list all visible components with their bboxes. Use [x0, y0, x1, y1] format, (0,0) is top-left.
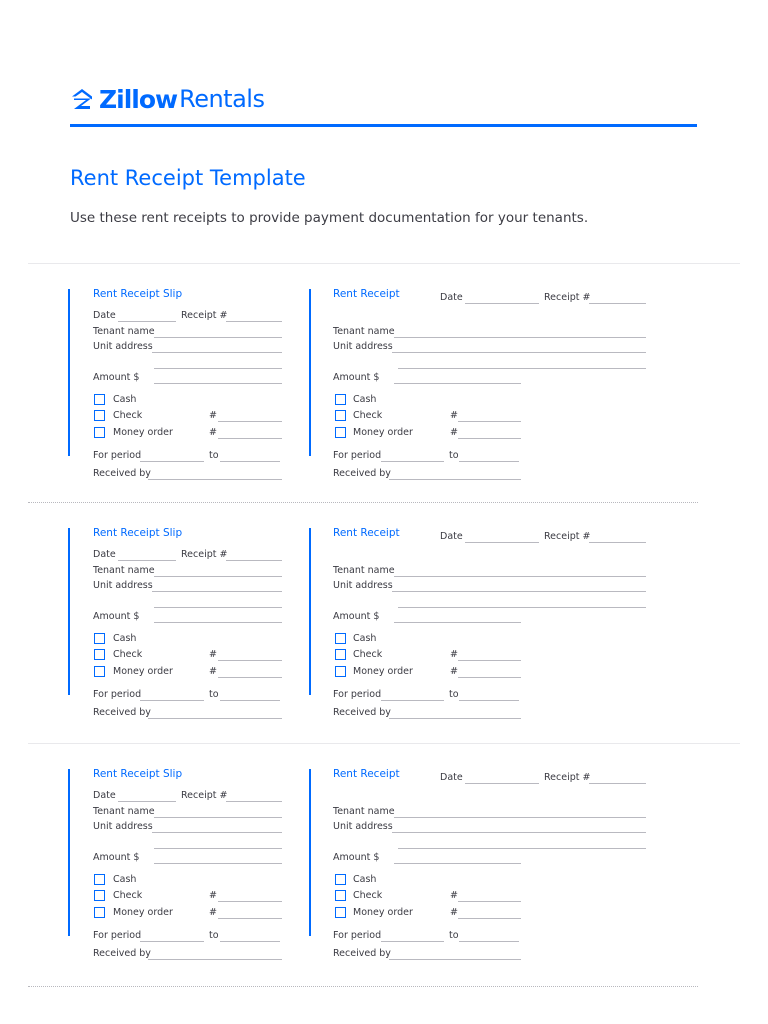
receipt-money-order-label: Money order [353, 666, 413, 677]
slip-check-number-field[interactable] [218, 660, 282, 661]
slip-receipt-field[interactable] [226, 801, 282, 802]
zillow-z-icon [70, 87, 94, 111]
slip-received-field[interactable] [148, 479, 282, 480]
slip-date-label: Date [93, 549, 116, 560]
receipt-number-field[interactable] [589, 303, 646, 304]
slip-accent-bar [68, 769, 70, 936]
receipt-period-label: For period [333, 930, 382, 941]
receipt-accent-bar [309, 289, 311, 456]
slip-money-order-checkbox[interactable] [94, 427, 105, 438]
slip-cash-label: Cash [113, 394, 137, 405]
receipt-amount-label: Amount $ [333, 611, 380, 622]
receipt-received-label: Received by [333, 707, 391, 718]
slip-tenant-label: Tenant name [93, 326, 155, 337]
slip-check-label: Check [113, 649, 143, 660]
slip-receipt-field[interactable] [226, 321, 282, 322]
receipt-check-checkbox[interactable] [335, 649, 346, 660]
slip-receipt-label: Receipt # [181, 310, 228, 321]
receipt-period-label: For period [333, 450, 382, 461]
separator [28, 263, 740, 264]
receipt-row [0, 506, 768, 718]
slip-money-order-number-field[interactable] [218, 677, 282, 678]
slip-to-label: to [209, 930, 219, 941]
page-subtitle: Use these rent receipts to provide payment documentation for your tenants. [70, 210, 589, 226]
separator [28, 743, 740, 744]
receipt-row [0, 747, 768, 959]
receipt-address-field[interactable] [392, 591, 646, 592]
slip-money-order-number-field[interactable] [218, 438, 282, 439]
slip-period-label: For period [93, 450, 142, 461]
receipt-address-field[interactable] [392, 352, 646, 353]
receipt-cash-label: Cash [353, 394, 377, 405]
page-title: Rent Receipt Template [70, 166, 306, 190]
slip-check-checkbox[interactable] [94, 410, 105, 421]
brand-name: Zillow [99, 84, 178, 114]
slip-money-order-label: Money order [113, 427, 173, 438]
receipt-money-order-number-label: # [450, 907, 458, 918]
slip-accent-bar [68, 289, 70, 456]
receipt-title: Rent Receipt [333, 768, 400, 780]
slip-check-number-label: # [209, 890, 217, 901]
receipt-accent-bar [309, 769, 311, 936]
slip-tenant-field[interactable] [154, 337, 282, 338]
receipt-cash-checkbox[interactable] [335, 633, 346, 644]
receipt-accent-bar [309, 528, 311, 695]
slip-receipt-label: Receipt # [181, 790, 228, 801]
receipt-number-label: Receipt # [544, 292, 591, 303]
receipt-period-from-field[interactable] [381, 941, 444, 942]
receipt-row [0, 267, 768, 479]
receipt-address-field-2[interactable] [398, 368, 646, 369]
receipt-to-label: to [449, 450, 459, 461]
slip-check-number-field[interactable] [218, 901, 282, 902]
receipt-date-label: Date [440, 531, 463, 542]
slip-period-from-field[interactable] [140, 700, 204, 701]
slip-check-label: Check [113, 890, 143, 901]
receipt-check-number-field[interactable] [458, 660, 521, 661]
receipt-number-label: Receipt # [544, 531, 591, 542]
slip-accent-bar [68, 528, 70, 695]
receipt-cash-checkbox[interactable] [335, 394, 346, 405]
receipt-date-label: Date [440, 292, 463, 303]
zillow-rentals-logo [70, 84, 264, 114]
receipt-period-from-field[interactable] [381, 461, 444, 462]
slip-amount-field[interactable] [154, 383, 282, 384]
slip-address-label: Unit address [93, 341, 153, 352]
slip-receipt-label: Receipt # [181, 549, 228, 560]
receipt-received-field[interactable] [389, 718, 521, 719]
slip-cash-checkbox[interactable] [94, 874, 105, 885]
slip-receipt-field[interactable] [226, 560, 282, 561]
slip-money-order-number-label: # [209, 907, 217, 918]
receipt-money-order-label: Money order [353, 907, 413, 918]
slip-check-checkbox[interactable] [94, 649, 105, 660]
slip-tenant-label: Tenant name [93, 565, 155, 576]
slip-period-from-field[interactable] [140, 941, 204, 942]
receipt-money-order-number-label: # [450, 427, 458, 438]
slip-title: Rent Receipt Slip [93, 527, 183, 539]
slip-date-field[interactable] [118, 560, 176, 561]
receipt-amount-label: Amount $ [333, 852, 380, 863]
receipt-address-label: Unit address [333, 341, 393, 352]
receipt-cash-label: Cash [353, 874, 377, 885]
receipt-check-label: Check [353, 410, 383, 421]
slip-received-field[interactable] [148, 959, 282, 960]
slip-money-order-number-label: # [209, 427, 217, 438]
receipt-money-order-number-field[interactable] [458, 438, 521, 439]
slip-address-label: Unit address [93, 580, 153, 591]
slip-cash-checkbox[interactable] [94, 394, 105, 405]
receipt-address-field-2[interactable] [398, 607, 646, 608]
receipt-money-order-checkbox[interactable] [335, 666, 346, 677]
slip-period-label: For period [93, 689, 142, 700]
receipt-money-order-label: Money order [353, 427, 413, 438]
header-rule [70, 124, 697, 127]
receipt-check-number-label: # [450, 410, 458, 421]
slip-amount-field[interactable] [154, 863, 282, 864]
receipt-money-order-checkbox[interactable] [335, 907, 346, 918]
slip-money-order-checkbox[interactable] [94, 666, 105, 677]
slip-address-field[interactable] [152, 352, 282, 353]
receipt-address-field[interactable] [392, 832, 646, 833]
receipt-amount-field[interactable] [394, 622, 521, 623]
receipt-period-from-field[interactable] [381, 700, 444, 701]
slip-tenant-field[interactable] [154, 576, 282, 577]
receipt-received-label: Received by [333, 468, 391, 479]
slip-to-label: to [209, 450, 219, 461]
slip-check-number-label: # [209, 649, 217, 660]
receipt-check-label: Check [353, 890, 383, 901]
slip-received-field[interactable] [148, 718, 282, 719]
receipt-address-field-2[interactable] [398, 848, 646, 849]
receipt-check-checkbox[interactable] [335, 410, 346, 421]
receipt-money-order-number-field[interactable] [458, 918, 521, 919]
slip-period-from-field[interactable] [140, 461, 204, 462]
receipt-received-field[interactable] [389, 479, 521, 480]
slip-amount-label: Amount $ [93, 852, 140, 863]
receipt-money-order-number-field[interactable] [458, 677, 521, 678]
receipt-title: Rent Receipt [333, 527, 400, 539]
slip-amount-field[interactable] [154, 622, 282, 623]
receipt-check-number-field[interactable] [458, 901, 521, 902]
slip-cash-label: Cash [113, 633, 137, 644]
slip-address-field-2[interactable] [154, 848, 282, 849]
cut-line [28, 986, 698, 987]
slip-received-label: Received by [93, 707, 151, 718]
brand-product: Rentals [179, 85, 265, 113]
receipt-tenant-field[interactable] [394, 337, 646, 338]
cut-line [28, 502, 698, 503]
slip-address-field[interactable] [152, 832, 282, 833]
slip-amount-label: Amount $ [93, 372, 140, 383]
receipt-check-number-label: # [450, 890, 458, 901]
slip-address-label: Unit address [93, 821, 153, 832]
slip-cash-label: Cash [113, 874, 137, 885]
slip-check-label: Check [113, 410, 143, 421]
receipt-check-label: Check [353, 649, 383, 660]
slip-received-label: Received by [93, 468, 151, 479]
receipt-tenant-label: Tenant name [333, 565, 395, 576]
slip-date-label: Date [93, 310, 116, 321]
receipt-date-field[interactable] [465, 542, 539, 543]
slip-check-number-label: # [209, 410, 217, 421]
slip-date-label: Date [93, 790, 116, 801]
receipt-number-field[interactable] [589, 783, 646, 784]
receipt-date-label: Date [440, 772, 463, 783]
slip-address-field[interactable] [152, 591, 282, 592]
receipt-number-field[interactable] [589, 542, 646, 543]
slip-check-checkbox[interactable] [94, 890, 105, 901]
receipt-received-label: Received by [333, 948, 391, 959]
slip-money-order-label: Money order [113, 666, 173, 677]
slip-period-to-field[interactable] [220, 700, 280, 701]
receipt-title: Rent Receipt [333, 288, 400, 300]
receipt-address-label: Unit address [333, 580, 393, 591]
slip-cash-checkbox[interactable] [94, 633, 105, 644]
receipt-period-label: For period [333, 689, 382, 700]
receipt-tenant-label: Tenant name [333, 806, 395, 817]
receipt-tenant-field[interactable] [394, 817, 646, 818]
receipt-date-field[interactable] [465, 303, 539, 304]
slip-address-field-2[interactable] [154, 368, 282, 369]
receipt-amount-label: Amount $ [333, 372, 380, 383]
slip-period-label: For period [93, 930, 142, 941]
slip-date-field[interactable] [118, 321, 176, 322]
receipt-to-label: to [449, 689, 459, 700]
slip-money-order-checkbox[interactable] [94, 907, 105, 918]
receipt-money-order-number-label: # [450, 666, 458, 677]
slip-received-label: Received by [93, 948, 151, 959]
receipt-received-field[interactable] [389, 959, 521, 960]
receipt-date-field[interactable] [465, 783, 539, 784]
receipt-check-checkbox[interactable] [335, 890, 346, 901]
receipt-amount-field[interactable] [394, 863, 521, 864]
receipt-number-label: Receipt # [544, 772, 591, 783]
slip-period-to-field[interactable] [220, 941, 280, 942]
receipt-cash-label: Cash [353, 633, 377, 644]
receipt-address-label: Unit address [333, 821, 393, 832]
slip-address-field-2[interactable] [154, 607, 282, 608]
slip-period-to-field[interactable] [220, 461, 280, 462]
receipt-period-to-field[interactable] [459, 700, 519, 701]
slip-amount-label: Amount $ [93, 611, 140, 622]
receipt-money-order-checkbox[interactable] [335, 427, 346, 438]
slip-money-order-number-field[interactable] [218, 918, 282, 919]
receipt-period-to-field[interactable] [459, 461, 519, 462]
slip-tenant-label: Tenant name [93, 806, 155, 817]
receipt-to-label: to [449, 930, 459, 941]
slip-tenant-field[interactable] [154, 817, 282, 818]
receipt-tenant-field[interactable] [394, 576, 646, 577]
slip-money-order-label: Money order [113, 907, 173, 918]
slip-check-number-field[interactable] [218, 421, 282, 422]
receipt-check-number-label: # [450, 649, 458, 660]
receipt-check-number-field[interactable] [458, 421, 521, 422]
receipt-amount-field[interactable] [394, 383, 521, 384]
slip-date-field[interactable] [118, 801, 176, 802]
receipt-cash-checkbox[interactable] [335, 874, 346, 885]
slip-to-label: to [209, 689, 219, 700]
slip-title: Rent Receipt Slip [93, 288, 183, 300]
receipt-tenant-label: Tenant name [333, 326, 395, 337]
slip-money-order-number-label: # [209, 666, 217, 677]
receipt-period-to-field[interactable] [459, 941, 519, 942]
slip-title: Rent Receipt Slip [93, 768, 183, 780]
